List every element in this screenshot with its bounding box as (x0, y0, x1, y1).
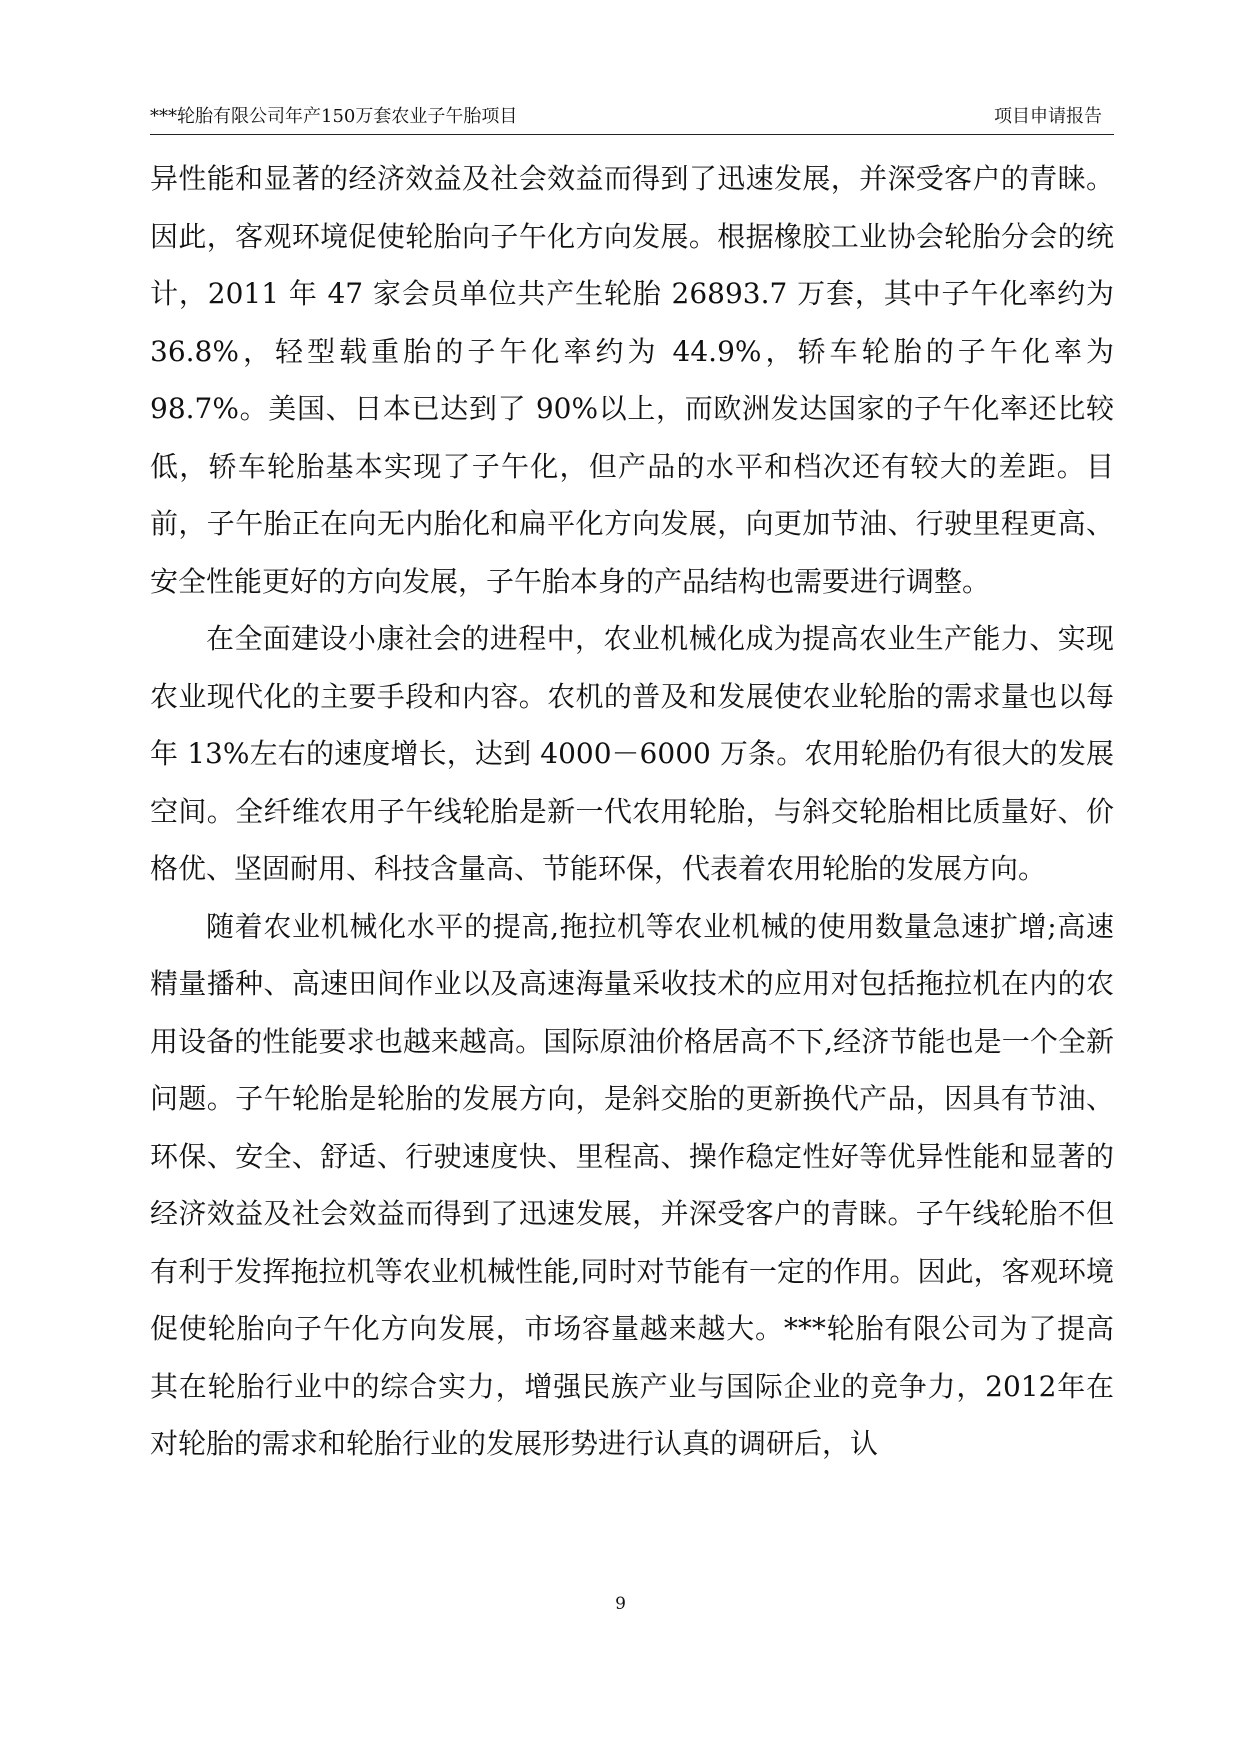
header-document-title: ***轮胎有限公司年产150万套农业子午胎项目 (150, 106, 518, 127)
header-report-type: 项目申请报告 (994, 106, 1102, 127)
body-text (150, 150, 1114, 1473)
page-header (150, 100, 1114, 135)
paragraph-agricultural-mechanization: 在全面建设小康社会的进程中，农业机械化成为提高农业生产能力、实现农业现代化的主要手段和内容。农机的普及和发展使农业轮胎的需求量也以每年 13%左右的速度增长，达到 4000－6000 万条。农用轮胎仍有很大的发展空间。全纤维农用子午线轮胎是新一代农用轮胎，与斜交轮胎相比质量好、价格优、坚固耐用、科技含量高、节能环保，代表着农用轮胎的发展方向。 (150, 622, 1114, 885)
paragraph-continued: 异性能和显著的经济效益及社会效益而得到了迅速发展，并深受客户的青睐。因此，客观环境促使轮胎向子午化方向发展。根据橡胶工业协会轮胎分会的统计，2011 年 47 家会员单位共产生轮胎 26893.7 万套，其中子午化率约为 36.8%，轻型载重胎的子午化率约为 44.9%，轿车轮胎的子午化率为 98.7%。美国、日本已达到了 90%以上，而欧洲发达国家的子午化率还比较低，轿车轮胎基本实现了子午化，但产品的水平和档次还有较大的差距。目前，子午胎正在向无内胎化和扁平化方向发展，向更加节油、行驶里程更高、安全性能更好的方向发展，子午胎本身的产品结构也需要进行调整。 (150, 162, 1114, 598)
page-number: 9 (615, 1594, 626, 1614)
paragraph-radial-tire-development: 随着农业机械化水平的提高,拖拉机等农业机械的使用数量急速扩增;高速精量播种、高速田间作业以及高速海量采收技术的应用对包括拖拉机在内的农用设备的性能要求也越来越高。国际原油价格居高不下,经济节能也是一个全新问题。子午轮胎是轮胎的发展方向，是斜交胎的更新换代产品，因具有节油、环保、安全、舒适、行驶速度快、里程高、操作稳定性好等优异性能和显著的经济效益及社会效益而得到了迅速发展，并深受客户的青睐。子午线轮胎不但有利于发挥拖拉机等农业机械性能,同时对节能有一定的作用。因此，客观环境促使轮胎向子午化方向发展，市场容量越来越大。***轮胎有限公司为了提高其在轮胎行业中的综合实力，增强民族产业与国际企业的竞争力，2012年在对轮胎的需求和轮胎行业的发展形势进行认真的调研后，认 (150, 909, 1114, 1460)
